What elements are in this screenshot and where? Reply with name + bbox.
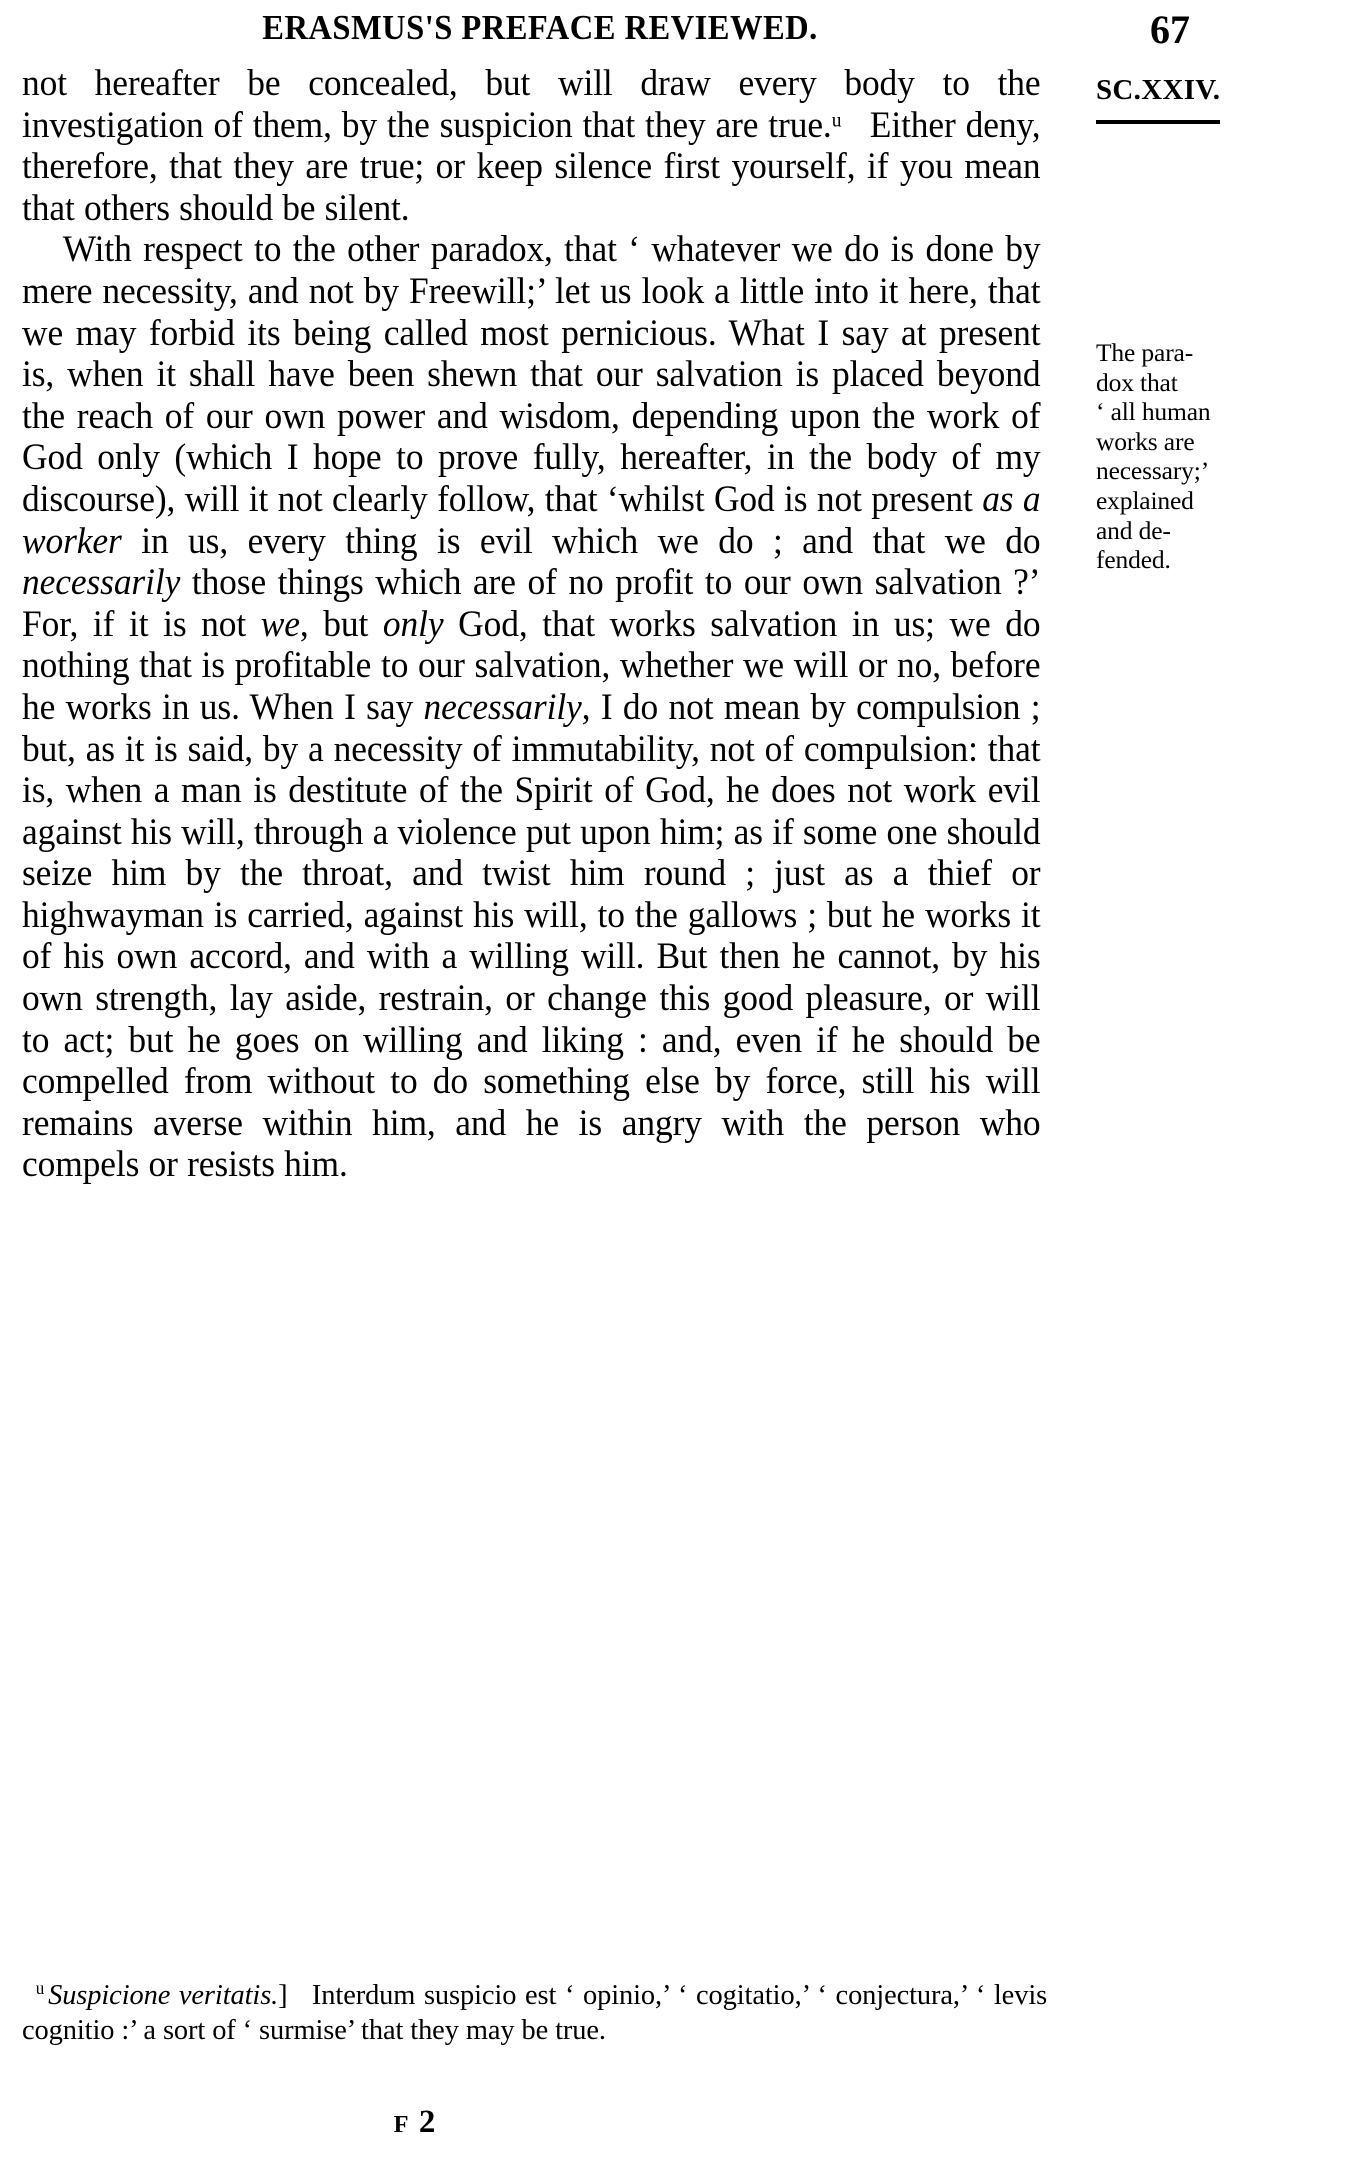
footnote-block [22,1978,1047,2048]
sidenote-line: necessary;’ [1096,456,1210,486]
body-text-column [22,62,1072,1185]
section-label: SC.XXIV. [1096,74,1221,106]
paragraph-1-part-b: Either deny, therefore, that they are true; or keep silence first yourself, if you mean that others should be silent. [22,103,1041,228]
sidenote-line: works are [1096,426,1195,456]
paragraph-2-seg-3: those things which are of no profit to our own salvation ?’ For, if it is not [22,561,1041,644]
sidenote-line: dox that [1096,367,1178,397]
sidenote-line: ‘ all human [1096,397,1211,427]
emphasis-we: we [260,602,300,644]
horizontal-rule [1096,120,1220,124]
paragraph-1-part-a: not hereafter be concealed, but will draw every body to the investigation of them, by the suspicion that they are true. [22,62,1041,145]
signature-letter: F [393,2111,410,2138]
page-title: ERASMUS'S PREFACE REVIEWED. [262,8,818,47]
paragraph-2-seg-5: God, that works salvation in us; we do nothing that is profitable to our salvation, whether we will or no, before he works in us. When I say [22,602,1041,727]
paragraph-2-seg-2: in us, every thing is evil which we do ; and that we do [121,519,1041,561]
emphasis-as-a-worker: as a worker [22,477,1041,561]
signature-mark [0,2104,830,2141]
paragraph-continuation [22,62,1041,228]
margin-column [1096,74,1336,124]
emphasis-only: only [382,602,444,644]
paragraph-2 [22,228,1041,1185]
sidenote-line: explained [1096,485,1194,515]
footnote-reference-u: u [831,109,842,132]
emphasis-necessarily-1: necessarily [22,561,181,603]
sidenote-line: and de- [1096,515,1171,545]
signature-number: 2 [418,2104,437,2140]
footnote-lemma: Suspicione veritatis. [48,1979,279,2011]
paragraph-2-seg-4: , but [299,602,383,644]
sidenote [1096,338,1346,575]
page-number: 67 [1150,7,1190,52]
running-head [0,6,1352,58]
footnote-bracket: ] [278,1979,288,2011]
paragraph-2-seg-1: With respect to the other paradox, that ‘ whatever we do is done by mere necessity, and not by Freewill;’ let us look a little into it here, that we may forbid its being called most pernicious. What I say at present is, when it shall have been shewn that our salvation is placed beyond the reach of our own power and wisdom, depending upon the work of God only (which I hope to prove fully, hereafter, in the body of my discourse), will it not clearly follow, that ‘whilst God is not present [22,228,1041,519]
sidenote-line: fended. [1096,545,1171,575]
paragraph-2-seg-6: , I do not mean by compulsion ; but, as it is said, by a necessity of immutability, not of compulsion: that is, when a man is destitute of the Spirit of God, he does not work evil against his will, through a violence put upon him; as if some one should seize him by the throat, and twist him round ; just as a thief or highwayman is carried, against his will, to the gallows ; but he works it of his own accord, and with a willing will. But then he cannot, by his own strength, lay aside, restrain, or change this good pleasure, or will to act; but he goes on willing and liking : and, even if he should be compelled from without to do something else by force, still his will remains averse within him, and he is angry with the person who compels or resists him. [22,685,1041,1185]
emphasis-necessarily-2: necessarily [423,685,582,727]
footnote-marker-u: u [35,1978,45,1999]
sidenote-line: The para- [1096,338,1194,367]
footnote-text: Interdum suspicio est ‘ opinio,’ ‘ cogitatio,’ ‘ conjectura,’ ‘ levis cognitio :’ a sort of ‘ surmise’ that they may be true. [22,1979,1048,2046]
